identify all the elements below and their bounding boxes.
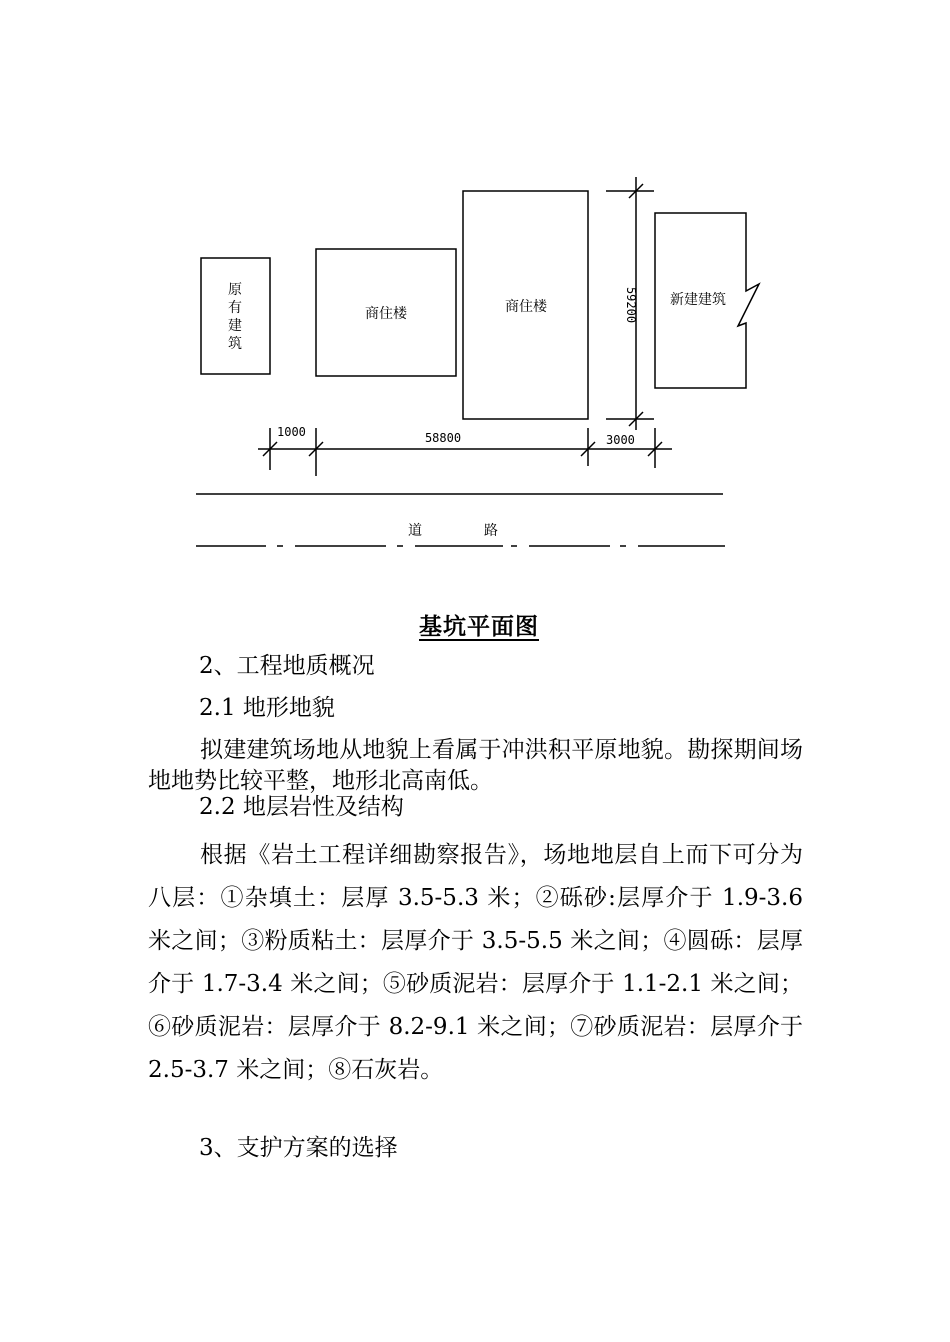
dim-depth: 59200 bbox=[624, 286, 638, 324]
dim-right-gap: 3000 bbox=[606, 433, 635, 447]
section-2-2-heading: 2.2 地层岩性及结构 bbox=[199, 794, 404, 820]
commercial-building-1-label: 商住楼 bbox=[365, 306, 407, 322]
section-2-1-body: 拟建建筑场地从地貌上看属于冲洪积平原地貌。勘探期间场地地势比较平整，地形北高南低。 bbox=[148, 737, 803, 794]
site-plan-diagram bbox=[0, 0, 950, 600]
section-2-1-heading: 2.1 地形地貌 bbox=[199, 695, 335, 721]
original-building-char-3: 建 bbox=[228, 318, 242, 334]
section-2-heading: 2、工程地质概况 bbox=[199, 653, 375, 679]
road-label-right: 路 bbox=[484, 523, 498, 539]
original-building-char-1: 原 bbox=[228, 282, 242, 298]
commercial-building-2-label: 商住楼 bbox=[505, 299, 547, 315]
dim-left-gap: 1000 bbox=[277, 425, 306, 439]
new-building-label: 新建建筑 bbox=[670, 292, 726, 308]
section-2-2-body: 根据《岩土工程详细勘察报告》，场地地层自上而下可分为八层：①杂填土：层厚 3.5-5.3 米；②砾砂:层厚介于 1.9-3.6 米之间；③粉质粘土：层厚介于 3.5-5.5 米之间；④圆砾：层厚介于 1.7-3.4 米之间；⑤砂质泥岩：层厚介于 1.1-2.1 米之间；⑥砂质泥岩：层厚介于 8.2-9.1 米之间；⑦砂质泥岩：层厚介于 2.5-3.7 米之间；⑧石灰岩。 bbox=[148, 842, 803, 1083]
road-label-left: 道 bbox=[408, 523, 422, 539]
dim-span: 58800 bbox=[424, 431, 462, 445]
original-building-label bbox=[228, 282, 242, 352]
original-building-char-2: 有 bbox=[228, 300, 242, 316]
section-3-heading: 3、支护方案的选择 bbox=[199, 1135, 398, 1161]
original-building-char-4: 筑 bbox=[228, 336, 242, 352]
original-building-outline bbox=[201, 258, 270, 374]
figure-caption: 基坑平面图 bbox=[419, 613, 539, 640]
